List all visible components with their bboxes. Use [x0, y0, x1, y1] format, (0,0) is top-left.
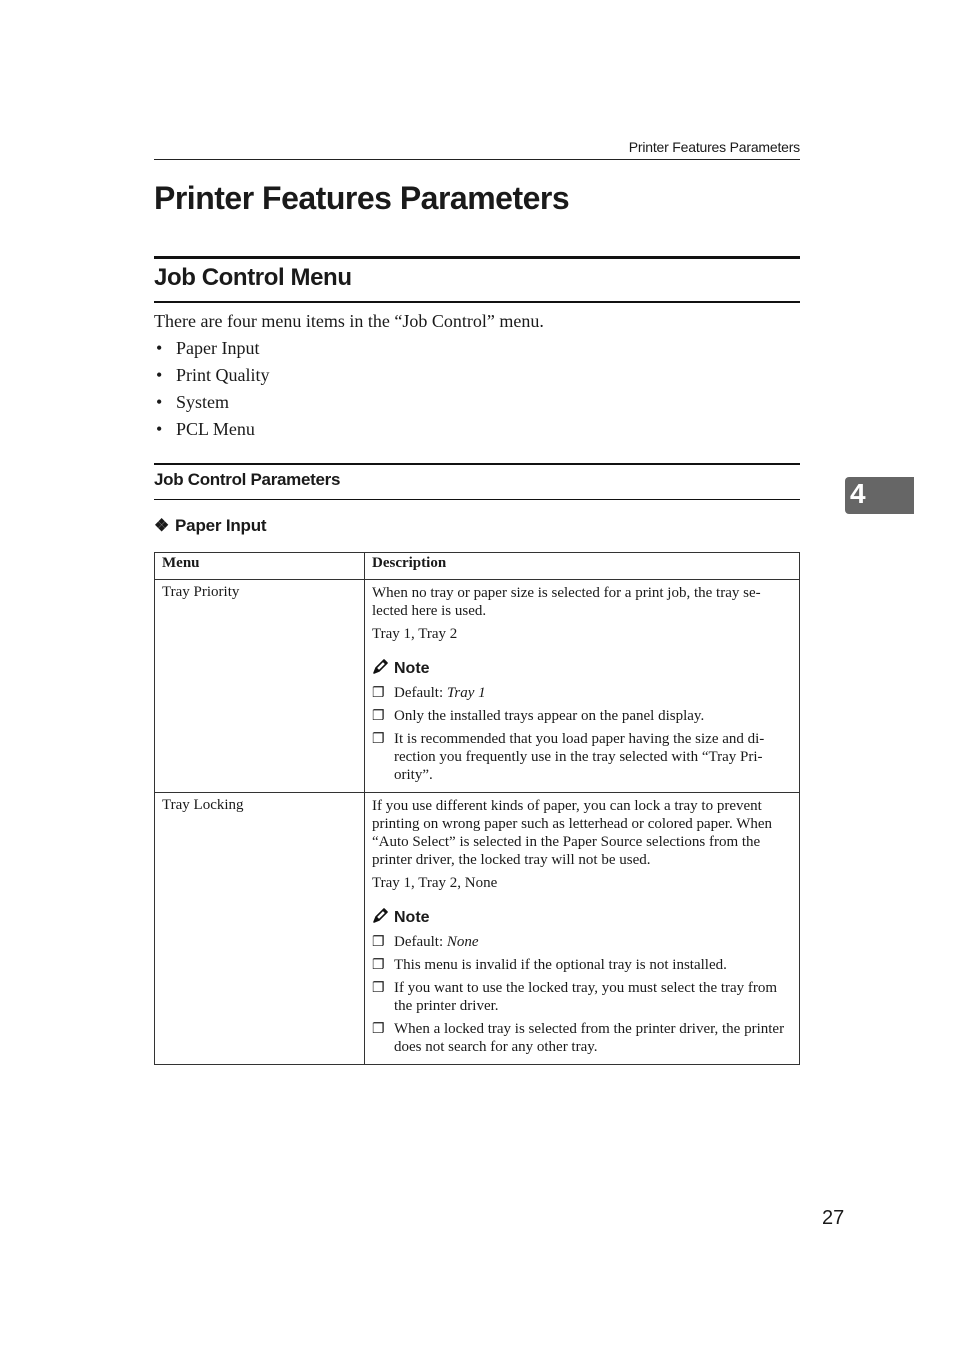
chapter-number: 4	[850, 478, 866, 509]
note-heading	[372, 906, 792, 928]
note-title: Note	[394, 909, 430, 926]
list-item	[154, 391, 270, 418]
description-text: If you use different kinds of paper, you can lock a tray to prevent printing on wrong paper such as letterhead or colored paper. When “Auto Select” is selected in the Paper Source selections from the printer driver, the locked tray will not be used.	[372, 798, 773, 868]
default-label: Default:	[394, 934, 447, 950]
note-item	[372, 707, 792, 725]
chapter-tab	[845, 477, 914, 514]
section-rule-bottom	[154, 301, 800, 303]
note-item	[372, 730, 792, 784]
param-group-label: Paper Input	[175, 516, 267, 535]
param-group-heading	[154, 516, 266, 536]
column-header-menu: Menu	[155, 553, 365, 580]
list-item	[154, 337, 270, 364]
menu-cell: Tray Priority	[155, 580, 365, 793]
subsection-rule-top	[154, 463, 800, 465]
parameters-table	[154, 552, 800, 1065]
note-text: When a locked tray is selected from the printer driver, the printer does not search for any other tray.	[394, 1021, 785, 1055]
checkbox-icon: ❐	[372, 732, 385, 747]
pencil-icon	[372, 657, 390, 675]
default-value: Tray 1	[446, 685, 486, 701]
diamond-icon: ❖	[154, 516, 170, 535]
page-title: Printer Features Parameters	[154, 180, 570, 216]
checkbox-icon: ❐	[372, 686, 385, 701]
checkbox-icon: ❐	[372, 981, 385, 996]
column-header-description: Description	[365, 553, 800, 580]
note-item	[372, 933, 792, 951]
setting-values: Tray 1, Tray 2, None	[372, 875, 498, 891]
pencil-icon	[372, 906, 390, 924]
note-item	[372, 684, 792, 702]
section-rule-top	[154, 256, 800, 259]
running-header	[154, 139, 800, 160]
bullet-icon: •	[156, 365, 163, 385]
checkbox-icon: ❐	[372, 1022, 385, 1037]
menu-items-list	[154, 337, 270, 445]
section-heading: Job Control Menu	[154, 264, 352, 291]
default-value: None	[446, 934, 479, 950]
list-item-label: Print Quality	[176, 365, 270, 385]
list-item	[154, 364, 270, 391]
list-item-label: System	[176, 392, 230, 412]
bullet-icon: •	[156, 338, 163, 358]
description-cell	[365, 793, 800, 1065]
intro-text: There are four menu items in the “Job Control” menu.	[154, 311, 544, 331]
menu-cell: Tray Locking	[155, 793, 365, 1065]
checkbox-icon: ❐	[372, 935, 385, 950]
description-cell	[365, 580, 800, 793]
subsection-heading: Job Control Parameters	[154, 470, 341, 489]
note-list	[372, 684, 792, 784]
note-title: Note	[394, 660, 430, 677]
table-row	[155, 793, 800, 1065]
note-item	[372, 956, 792, 974]
default-label: Default:	[394, 685, 447, 701]
setting-values: Tray 1, Tray 2	[372, 626, 458, 642]
note-heading	[372, 657, 792, 679]
bullet-icon: •	[156, 392, 163, 412]
note-text: It is recommended that you load paper having the size and di-rection you frequently use in the tray selected with “Tray Pri-ority”.	[394, 731, 765, 783]
checkbox-icon: ❐	[372, 958, 385, 973]
list-item-label: Paper Input	[176, 338, 260, 358]
bullet-icon: •	[156, 419, 163, 439]
subsection-rule-bottom	[154, 499, 800, 500]
note-text: This menu is invalid if the optional tray is not installed.	[394, 957, 727, 973]
note-item	[372, 1020, 792, 1056]
note-text: If you want to use the locked tray, you must select the tray from the printer driver.	[394, 980, 778, 1014]
table-row	[155, 580, 800, 793]
table-header-row	[155, 553, 800, 580]
note-text: Only the installed trays appear on the panel display.	[394, 708, 705, 724]
description-text: When no tray or paper size is selected for a print job, the tray se-lected here is used.	[372, 585, 761, 619]
note-list	[372, 933, 792, 1056]
note-item	[372, 979, 792, 1015]
page-number: 27	[822, 1207, 845, 1229]
list-item-label: PCL Menu	[176, 419, 255, 439]
running-header-text: Printer Features Parameters	[628, 139, 800, 155]
list-item	[154, 418, 270, 445]
checkbox-icon: ❐	[372, 709, 385, 724]
